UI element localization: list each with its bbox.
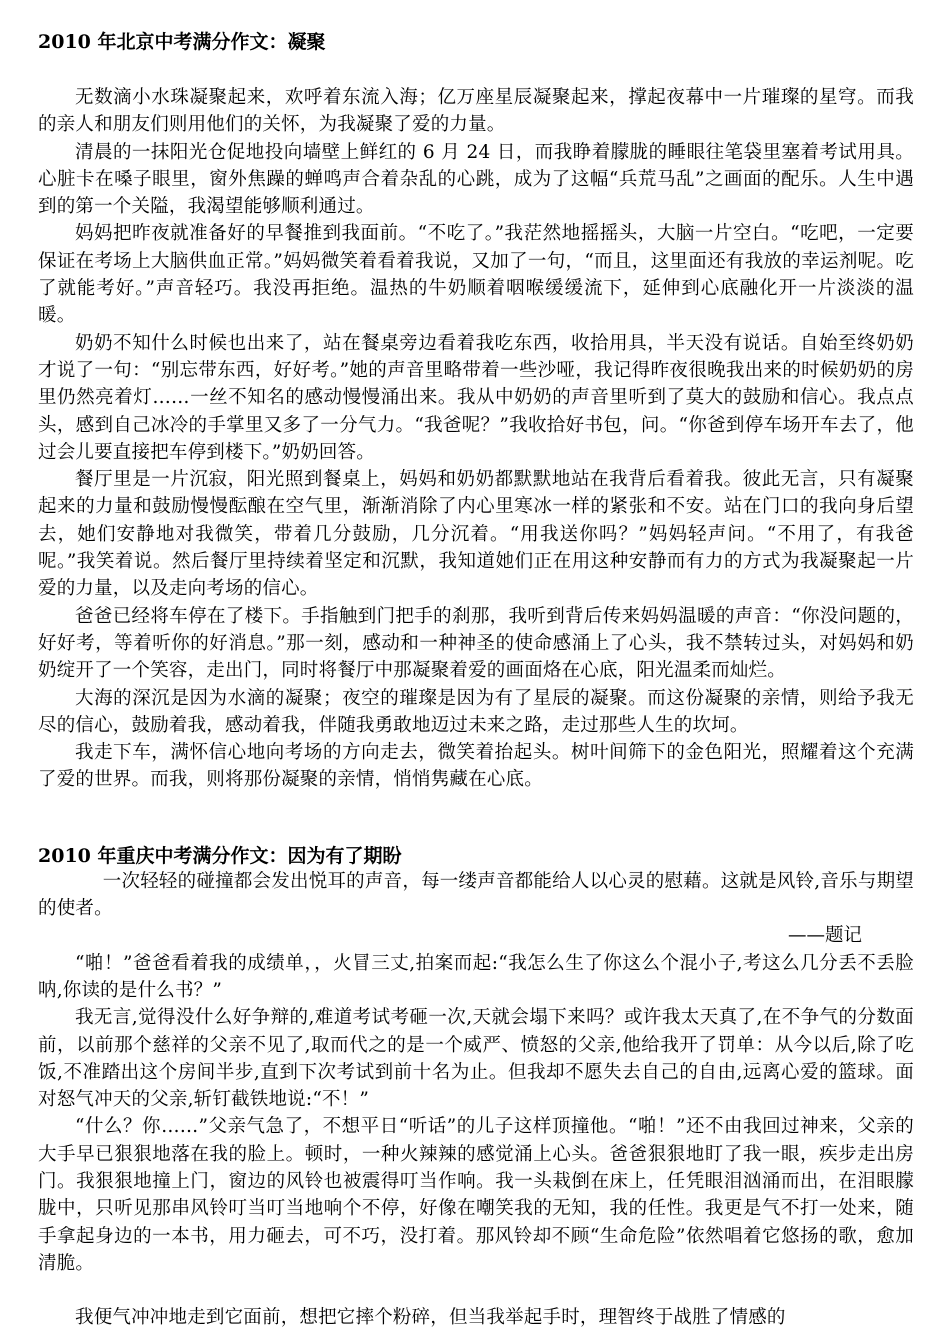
essay1-paragraph: 餐厅里是一片沉寂，阳光照到餐桌上，妈妈和奶奶都默默地站在我背后看着我。彼此无言，只有凝聚起来的力量和鼓励慢慢酝酿在空气里，渐渐消除了内心里寒冰一样的紧张和不安。站在门口的我向身后望去，她们安静地对我微笑，带着几分鼓励，几分沉着。“用我送你吗？”妈妈轻声问。“不用了，有我爸呢。”我笑着说。然后餐厅里持续着坚定和沉默，我知道她们正在用这种安静而有力的方式为我凝聚起一片爱的力量，以及走向考场的信心。 [38, 469, 914, 600]
essay2-inscription: ——题记 [787, 925, 862, 947]
essay1-body [38, 84, 914, 794]
essay1-paragraph: 清晨的一抹阳光仓促地投向墙壁上鲜红的 6 月 24 日，而我睁着朦胧的睡眼往笔袋里塞着考试用具。心脏卡在嗓子眼里，窗外焦躁的蝉鸣声合着杂乱的心跳，成为了这幅“兵荒马乱”之画面的配乐。人生中遇到的第一个关隘，我渴望能够顺利通过。 [38, 141, 914, 218]
spacer [38, 54, 914, 84]
spacer [38, 1277, 914, 1304]
essay1-paragraph: 爸爸已经将车停在了楼下。手指触到门把手的刹那，我听到背后传来妈妈温暖的声音：“你没问题的，好好考，等着听你的好消息。”那一刻，感动和一种神圣的使命感涌上了心头，我不禁转过头，对妈妈和奶奶绽开了一个笑容，走出门，同时将餐厅中那凝聚着爱的画面烙在心底，阳光温柔而灿烂。 [38, 605, 914, 682]
essay2-paragraph: 我无言,觉得没什么好争辩的,难道考试考砸一次,天就会塌下来吗？或许我太天真了,在不争气的分数面前，以前那个慈祥的父亲不见了,取而代之的是一个威严、愤怒的父亲,他给我开了罚单：从今以后,除了吃饭,不准踏出这个房间半步,直到下次考试到前十名为止。但我却不愿失去自己的自由,远离心爱的篮球。面对怒气冲天的父亲,斩钉截铁地说:“不！” [38, 1007, 914, 1111]
document-page [38, 30, 914, 1331]
essay2-intro: 一次轻轻的碰撞都会发出悦耳的声音，每一缕声音都能给人以心灵的慰藉。这就是风铃,音乐与期望的使者。 [38, 870, 914, 920]
spacer [38, 794, 914, 844]
essay1-paragraph: 我走下车，满怀信心地向考场的方向走去，微笑着抬起头。树叶间筛下的金色阳光，照耀着这个充满了爱的世界。而我，则将那份凝聚的亲情，悄悄隽藏在心底。 [38, 742, 914, 791]
essay2-paragraph: 我便气冲冲地走到它面前，想把它摔个粉碎，但当我举起手时，理智终于战胜了情感的 [75, 1307, 786, 1329]
essay2-paragraph: “啪！”爸爸看着我的成绩单，，火冒三丈,拍案而起:“我怎么生了你这么个混小子,考这么几分丢不丢脸呐,你读的是什么书？” [38, 952, 914, 1001]
essay1-paragraph: 大海的深沉是因为水滴的凝聚；夜空的璀璨是因为有了星辰的凝聚。而这份凝聚的亲情，则给予我无尽的信心，鼓励着我，感动着我，伴随我勇敢地迈过未来之路，走过那些人生的坎坷。 [38, 687, 914, 736]
essay2-body [38, 950, 914, 1332]
essay1-paragraph: 奶奶不知什么时候也出来了，站在餐桌旁边看着我吃东西，收拾用具，半天没有说话。自始至终奶奶才说了一句：“别忘带东西，好好考。”她的声音里略带着一些沙哑，我记得昨夜很晚我出来的时候奶奶的房里仍然亮着灯……一丝不知名的感动慢慢涌出来。我从中奶奶的声音里听到了莫大的鼓励和信心。我点点头，感到自己冰冷的手掌里又多了一分气力。“我爸呢？”我收拾好书包，问。“你爸到停车场开车去了，他过会儿要直接把车停到楼下。”奶奶回答。 [38, 332, 914, 463]
essay1-title: 2010 年北京中考满分作文：凝聚 [38, 31, 326, 53]
essay2-paragraph: “什么？你……”父亲气急了，不想平日“听话”的儿子这样顶撞他。“啪！”还不由我回过神来，父亲的大手早已狠狠地落在我的脸上。顿时，一种火辣辣的感觉涌上心头。爸爸狠狠地盯了我一眼，疾步走出房门。我狠狠地撞上门，窗边的风铃也被震得叮当作响。我一头栽倒在床上，任凭眼泪汹涌而出，在泪眼朦胧中，只听见那串风铃叮当叮当地响个不停，好像在嘲笑我的无知，我的任性。我更是气不打一处来，随手拿起身边的一本书，用力砸去，可不巧，没打着。那风铃却不顾“生命危险”依然唱着它悠扬的歌，愈加清脆。 [38, 1116, 914, 1274]
essay2-title: 2010 年重庆中考满分作文：因为有了期盼 [38, 844, 402, 867]
essay1-paragraph: 妈妈把昨夜就准备好的早餐推到我面前。“不吃了。”我茫然地摇摇头，大脑一片空白。“吃吧，一定要保证在考场上大脑供血正常。”妈妈微笑着看着我说，又加了一句，“而且，这里面还有我放的幸运剂呢。吃了就能考好。”声音轻巧。我没再拒绝。温热的牛奶顺着咽喉缓缓流下，延伸到心底融化开一片淡淡的温暖。 [38, 223, 914, 327]
essay1-paragraph: 无数滴小水珠凝聚起来，欢呼着东流入海；亿万座星辰凝聚起来，撑起夜幕中一片璀璨的星穹。而我的亲人和朋友们则用他们的关怀，为我凝聚了爱的力量。 [38, 87, 914, 136]
